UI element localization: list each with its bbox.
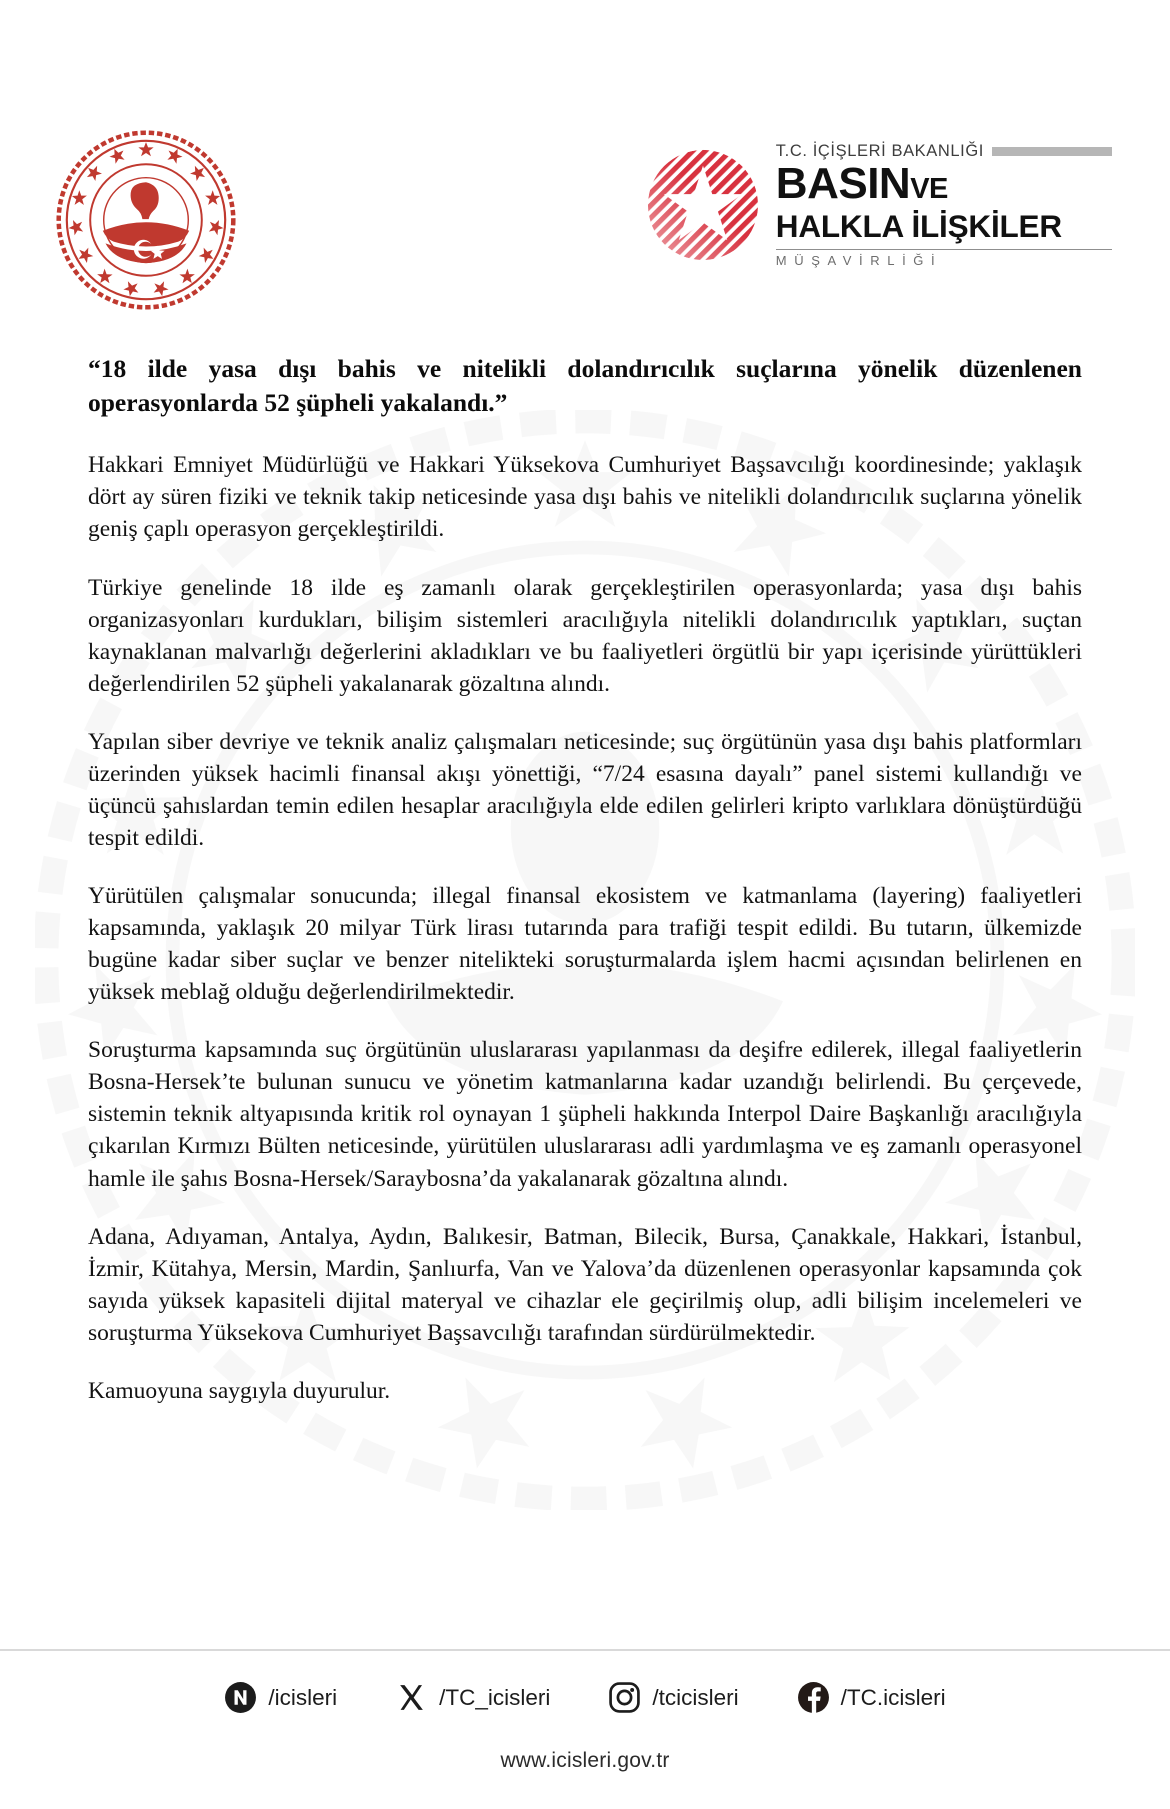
paragraph: Adana, Adıyaman, Antalya, Aydın, Balıkesir, Batman, Bilecik, Bursa, Çanakkale, Hakkari, İstanbul, İzmir, Kütahya, Mersin, Mardin, Şanlıurfa, Van ve Yalova’da düzenlenen operasyonlar kapsamında çok sayıda yüksek kapasiteli dijital materyal ve cihazlar ele geçirilmiş olup, adli bilişim incelemeleri ve soruşturma Yüksekova Cumhuriyet Başsavcılığı tarafından sürdürülmektedir.: [88, 1223, 1082, 1346]
social-link-facebook[interactable]: [797, 1681, 946, 1714]
social-handle: /TC_icisleri: [439, 1684, 551, 1710]
instagram-icon: [608, 1681, 641, 1714]
brand-subtitle: MÜŞAVİRLİĞİ: [775, 253, 943, 268]
brand-word-ve: VE: [910, 173, 948, 205]
document-header: [0, 0, 1170, 320]
facebook-icon: [797, 1681, 830, 1714]
document-footer: [0, 1649, 1170, 1809]
press-office-logo: [644, 142, 1112, 268]
website-url[interactable]: www.icisleri.gov.tr: [500, 1749, 670, 1772]
paragraph: Yapılan siber devriye ve teknik analiz çalışmaları neticesinde; suç örgütünün yasa dışı bahis platformları üzerinden yüksek hacimli finansal akışı yönettiği, “7/24 esasına dayalı” panel sistemi kullandığı ve üçüncü şahıslardan temin edilen hesaplar aracılığıyla elde edilen gelirleri kripto varlıklara dönüştürdüğü tespit edildi.: [88, 728, 1082, 851]
brand-line-halkla-iliskiler: HALKLA İLİŞKİLER: [775, 208, 1062, 244]
paragraph: Türkiye genelinde 18 ilde eş zamanlı olarak gerçekleştirilen operasyonlarda; yasa dışı bahis organizasyonları kurdukları, bilişim sistemleri aracılığıyla nitelikli dolandırıcılık yaptıkları, suçtan kaynaklanan malvarlığı değerlerini akladıkları ve bu faaliyetleri örgütlü bir yapı içerisinde yürüttükleri değerlendirilen 52 şüpheli yakalanarak gözaltına alındı.: [88, 574, 1082, 697]
kicker-bar: [992, 147, 1112, 156]
footer-divider: [0, 1649, 1170, 1651]
social-handle: /TC.icisleri: [840, 1684, 946, 1710]
press-office-wordmark: [776, 142, 1112, 268]
x-twitter-icon: [395, 1681, 428, 1714]
brand-word-basin: BASIN: [775, 159, 911, 208]
social-handle: /icisleri: [268, 1684, 338, 1710]
nsosyal-icon: [224, 1681, 257, 1714]
social-handle: /tcicisleri: [652, 1684, 739, 1710]
social-link-x[interactable]: [395, 1681, 550, 1714]
ministry-seal-icon: [56, 130, 236, 310]
paragraph: Hakkari Emniyet Müdürlüğü ve Hakkari Yüksekova Cumhuriyet Başsavcılığı koordinesinde; yaklaşık dört ay süren fiziki ve teknik takip neticesinde yasa dışı bahis ve nitelikli dolandırıcılık suçlarına yönelik geniş çaplı operasyon gerçekleştirildi.: [88, 452, 1082, 543]
striped-crescent-star-icon: [644, 146, 762, 264]
paragraph: Soruşturma kapsamında suç örgütünün uluslararası yapılanması da deşifre edilerek, illegal faaliyetlerin Bosna-Hersek’te bulunan sunucu ve yönetim katmanlarına kadar uzandığı belirlendi. Bu çerçevede, sistemin teknik altyapısında kritik rol oynayan 1 şüpheli hakkında Interpol Daire Başkanlığı aracılığıyla çıkarılan Kırmızı Bülten neticesinde, yürütülen uluslararası adli yardımlaşma ve eş zamanlı operasyonel hamle ile şahıs Bosna-Hersek/Saraybosna’da yakalanarak gözaltına alındı.: [88, 1037, 1082, 1192]
page-title: “18 ilde yasa dışı bahis ve nitelikli dolandırıcılık suçlarına yönelik düzenlenen operasyonlarda 52 şüpheli yakalandı.”: [88, 354, 1082, 417]
press-release-body: [88, 352, 1082, 1407]
paragraph: Yürütülen çalışmalar sonucunda; illegal finansal ekosistem ve katmanlama (layering) faaliyetleri kapsamında, yaklaşık 20 milyar Türk lirası tutarında para trafiği tespit edildi. Bu tutarın, ülkemizde bugüne kadar siber suçlar ve benzer nitelikteki soruşturmalarda işlem hacmi açısından belirlenen en yüksek meblağ olduğu değerlendirilmektedir.: [88, 883, 1082, 1006]
brand-divider: [776, 249, 1112, 251]
ministry-kicker-text: T.C. İÇİŞLERİ BAKANLIĞI: [775, 142, 984, 160]
brand-line-basin-ve: [775, 159, 1112, 208]
social-links: [0, 1681, 1170, 1714]
social-link-nsosyal[interactable]: [224, 1681, 337, 1714]
closing-statement: Kamuoyuna saygıyla duyurulur.: [88, 1377, 391, 1404]
social-link-instagram[interactable]: [608, 1681, 738, 1714]
